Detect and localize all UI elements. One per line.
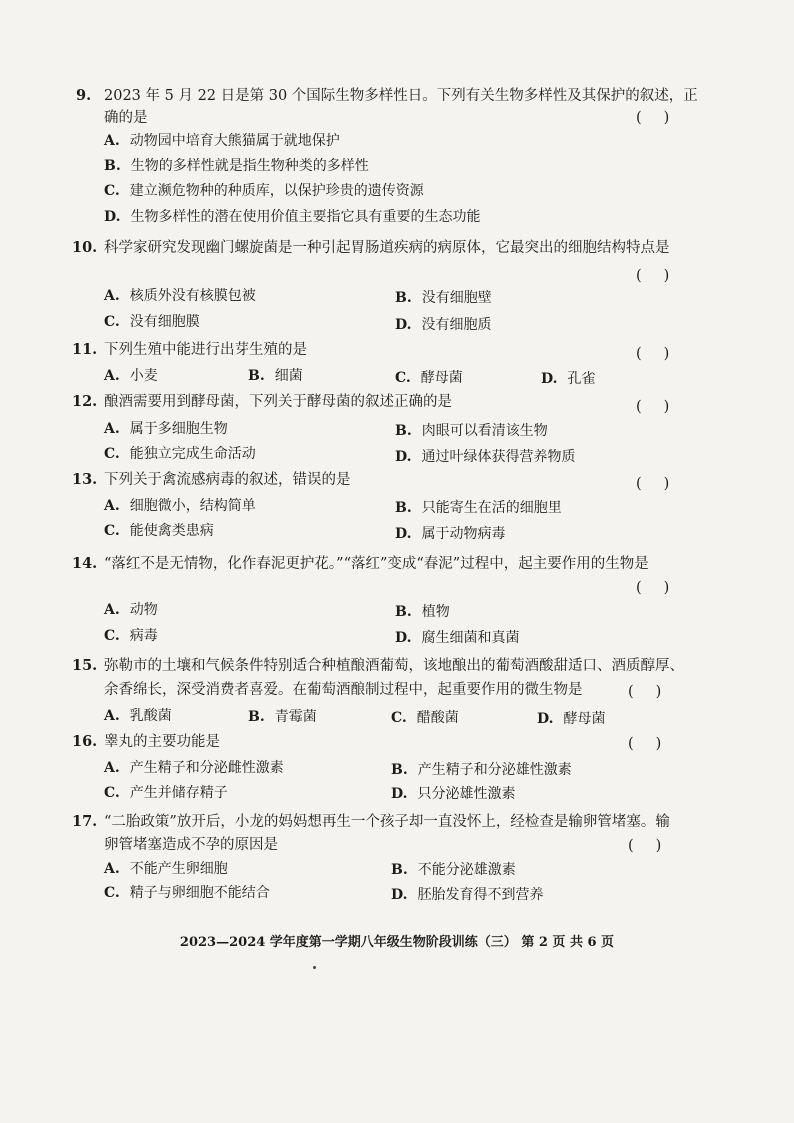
option-a[interactable]: A. 不能产生卵细胞 [104,861,228,877]
question-number: 10. [72,239,98,256]
option-d[interactable]: D. 孔雀 [541,371,596,387]
question-stem: “二胎政策”放开后，小龙的妈妈想再生一个孩子却一直没怀上，经检查是输卵管堵塞。输 [104,814,670,830]
question-stem: 下列关于禽流感病毒的叙述，错误的是 [104,472,351,488]
option-a[interactable]: A. 属于多细胞生物 [104,421,228,437]
option-a[interactable]: A. 动物园中培育大熊猫属于就地保护 [104,133,340,149]
question-stem: 睾丸的主要功能是 [104,734,220,750]
option-a[interactable]: A. 产生精子和分泌雌性激素 [104,760,284,776]
print-speck [313,966,316,969]
option-d[interactable]: D. 通过叶绿体获得营养物质 [395,449,576,465]
option-c[interactable]: C. 产生并储存精子 [104,785,228,801]
answer-blank[interactable]: () [628,838,684,854]
answer-blank[interactable]: () [636,476,692,492]
option-b[interactable]: B. 肉眼可以看清该生物 [395,423,548,439]
answer-blank[interactable]: () [636,346,692,362]
question-number: 9. [76,87,92,104]
answer-blank[interactable]: () [636,110,692,126]
option-b[interactable]: B. 不能分泌雄激素 [391,862,516,878]
option-c[interactable]: C. 能使禽类患病 [104,523,214,539]
option-b[interactable]: B. 产生精子和分泌雄性激素 [391,762,572,778]
page-footer: 2023—2024 学年度第一学期八年级生物阶段训练（三） 第 2 页 共 6 页 [179,935,615,950]
question-stem: 酿酒需要用到酵母菌，下列关于酵母菌的叙述正确的是 [104,394,452,410]
question-stem: 卵管堵塞造成不孕的原因是 [104,837,278,853]
option-c[interactable]: C. 病毒 [104,628,158,644]
question-stem: 弥勒市的土壤和气候条件特别适合种植酿酒葡萄，该地酿出的葡萄酒酸甜适口、酒质醇厚、 [104,658,684,674]
option-c[interactable]: C. 建立濒危物种的种质库，以保护珍贵的遗传资源 [104,183,424,199]
option-b[interactable]: B. 青霉菌 [248,709,317,725]
answer-blank[interactable]: () [628,684,684,700]
option-a[interactable]: A. 动物 [104,602,158,618]
question-stem: 2023 年 5 月 22 日是第 30 个国际生物多样性日。下列有关生物多样性及其保护的叙述，正 [104,88,698,104]
question-number: 11. [72,341,98,358]
option-d[interactable]: D. 只分泌雄性激素 [391,786,516,802]
option-c[interactable]: C. 能独立完成生命活动 [104,446,256,462]
question-number: 14. [72,555,98,572]
question-stem: “落红不是无情物，化作春泥更护花。”“落红”变成“春泥”过程中，起主要作用的生物是 [104,556,649,572]
option-d[interactable]: D. 腐生细菌和真菌 [395,630,520,646]
option-c[interactable]: C. 醋酸菌 [391,710,459,726]
option-b[interactable]: B. 细菌 [248,368,303,384]
option-d[interactable]: D. 没有细胞质 [395,317,492,333]
question-stem: 下列生殖中能进行出芽生殖的是 [104,342,307,358]
option-d[interactable]: D. 属于动物病毒 [395,526,506,542]
option-c[interactable]: C. 精子与卵细胞不能结合 [104,885,270,901]
question-number: 13. [72,471,98,488]
option-a[interactable]: A. 核质外没有核膜包被 [104,288,256,304]
question-stem: 余香绵长，深受消费者喜爱。在葡萄酒酿制过程中，起重要作用的微生物是 [104,682,583,698]
answer-blank[interactable]: () [628,736,684,752]
option-a[interactable]: A. 小麦 [104,368,158,384]
option-b[interactable]: B. 生物的多样性就是指生物种类的多样性 [104,158,369,174]
option-c[interactable]: C. 酵母菌 [395,370,463,386]
option-c[interactable]: C. 没有细胞膜 [104,314,200,330]
option-a[interactable]: A. 细胞微小，结构简单 [104,498,256,514]
question-stem: 科学家研究发现幽门螺旋菌是一种引起胃肠道疾病的病原体，它最突出的细胞结构特点是 [104,240,670,256]
option-b[interactable]: B. 植物 [395,604,450,620]
question-number: 12. [72,393,98,410]
answer-blank[interactable]: () [636,399,692,415]
option-d[interactable]: D. 生物多样性的潜在使用价值主要指它具有重要的生态功能 [104,209,481,225]
question-number: 15. [72,657,98,674]
answer-blank[interactable]: () [636,580,692,596]
option-b[interactable]: B. 没有细胞壁 [395,290,492,306]
question-number: 16. [72,733,98,750]
option-a[interactable]: A. 乳酸菌 [104,708,172,724]
option-d[interactable]: D. 酵母菌 [537,711,606,727]
question-number: 17. [72,813,98,830]
question-stem: 确的是 [104,110,148,126]
answer-blank[interactable]: () [636,268,692,284]
option-d[interactable]: D. 胚胎发育得不到营养 [391,887,544,903]
option-b[interactable]: B. 只能寄生在活的细胞里 [395,500,562,516]
